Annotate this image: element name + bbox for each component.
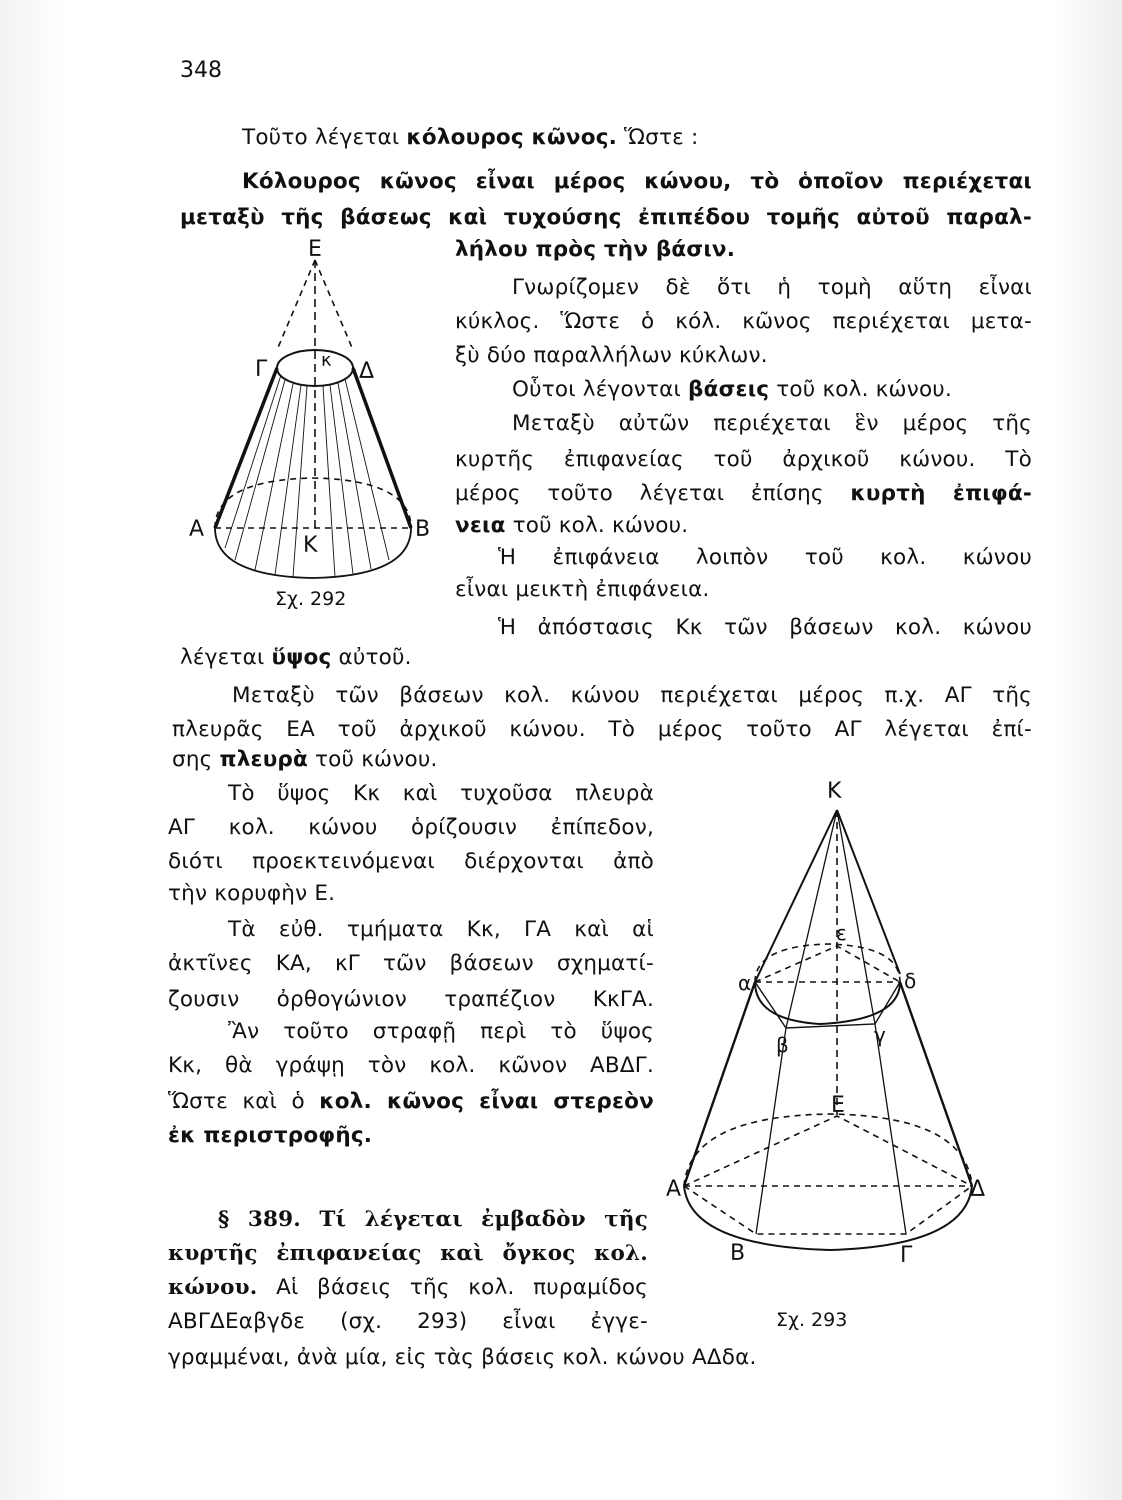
figure-292 <box>175 230 445 620</box>
heading-end: κώνου. <box>168 1275 258 1300</box>
label-delta: δ <box>904 969 917 993</box>
figure-caption: Σχ. 292 <box>275 588 347 610</box>
lower-base-back <box>684 1114 972 1186</box>
text-line <box>172 746 438 774</box>
text-line: ἀκτῖνες ΚΑ, κΓ τῶν βάσεων σχηματί- <box>168 951 654 976</box>
text-line: Τὰ εὐθ. τμήματα Κκ, ΓΑ καὶ αἱ <box>228 917 654 942</box>
text-line: Μεταξὺ τῶν βάσεων κολ. κώνου περιέχεται μέρος π.χ. ΑΓ τῆς <box>232 683 1032 708</box>
text-line: ΑΒΓΔΕαβγδε (σχ. 293) εἶναι ἐγγε- <box>168 1309 648 1334</box>
label-K: Κ <box>303 533 318 558</box>
definition-line: λήλου πρὸς τὴν βάσιν. <box>455 237 736 262</box>
text-line: Ἂν τοῦτο στραφῇ περὶ τὸ ὕψος <box>228 1019 654 1044</box>
apex-line-left <box>277 260 315 350</box>
definition-line: Κόλουρος κῶνος εἶναι μέρος κώνου, τὸ ὁποῖον περιέχεται <box>242 169 1032 194</box>
text-span: σης <box>172 747 220 772</box>
label-B: Β <box>730 1241 746 1266</box>
label-epsilon: ε <box>836 921 847 945</box>
term-bold: κυρτὴ ἐπιφά- <box>850 481 1032 506</box>
text-line <box>512 376 952 404</box>
term-bold: πλευρὰ <box>219 747 308 772</box>
text-span: Τοῦτο λέγεται <box>242 125 407 150</box>
apex-line-right <box>315 260 353 350</box>
text-span: Οὗτοι λέγονται <box>512 377 689 402</box>
definition-line: μεταξὺ τῆς βάσεως καὶ τυχούσης ἐπιπέδου τομῆς αὐτοῦ παραλ- <box>180 205 1032 230</box>
text-line: ξὺ δύο παραλλήλων κύκλων. <box>455 343 768 368</box>
text-line: Ἡ ἀπόστασις Κκ τῶν βάσεων κολ. κώνου <box>498 615 1032 640</box>
label-kappa: κ <box>321 350 332 371</box>
label-A: Α <box>666 1177 682 1202</box>
text-line: ΑΓ κολ. κώνου ὁρίζουσιν ἐπίπεδον, <box>168 815 654 840</box>
text-line: διότι προεκτεινόμεναι διέρχονται ἀπὸ <box>168 849 654 874</box>
text-span: Ὥστε : <box>617 125 699 150</box>
lateral-edge-G <box>875 1024 906 1234</box>
term-bold: νεια <box>455 513 506 538</box>
upper-pyramid-front-edges <box>755 982 900 1028</box>
figure-293 <box>660 770 1000 1340</box>
side-left <box>684 982 755 1186</box>
apex-line-delta <box>837 810 900 974</box>
text-span: λέγεται <box>180 645 272 670</box>
text-span: Ὥστε καὶ ὁ <box>168 1089 320 1114</box>
term-bold: ὕψος <box>271 645 332 670</box>
text-span: τοῦ κολ. κώνου. <box>769 377 952 402</box>
label-E: Ε <box>831 1093 845 1118</box>
text-line <box>168 1088 654 1116</box>
section-heading: § 389. Τί λέγεται ἐμβαδὸν τῆς <box>218 1207 648 1232</box>
text-line: πλευρᾶς ΕΑ τοῦ ἀρχικοῦ κώνου. Τὸ μέρος τοῦτο ΑΓ λέγεται ἐπί- <box>172 717 1032 742</box>
text-line <box>180 644 412 672</box>
text-span: Αἱ βάσεις τῆς κολ. πυραμίδος <box>257 1275 648 1300</box>
text-span: τοῦ κολ. κώνου. <box>505 513 689 538</box>
page-number: 348 <box>180 58 222 83</box>
label-gamma: γ <box>874 1023 886 1047</box>
text-line: εἶναι μεικτὴ ἐπιφάνεια. <box>455 577 710 602</box>
text-line <box>455 512 688 540</box>
lower-pyramid-front-edges <box>684 1186 972 1234</box>
lateral-edge-B <box>756 1028 786 1234</box>
lower-base-back <box>215 478 411 528</box>
text-line: κύκλος. Ὥστε ὁ κόλ. κῶνος περιέχεται μετα- <box>455 309 1032 334</box>
text-line <box>455 480 1032 508</box>
term-bold: κόλουρος κῶνος. <box>406 125 618 150</box>
label-E: Ε <box>308 237 322 262</box>
text-line <box>168 1274 648 1302</box>
label-Delta: Δ <box>359 359 375 384</box>
text-span: τοῦ κώνου. <box>307 747 438 772</box>
text-line: Μεταξὺ αὐτῶν περιέχεται ἓν μέρος τῆς <box>512 411 1032 436</box>
upper-pyramid-back-edges <box>755 946 900 982</box>
term-bold: κολ. κῶνος εἶναι στερεὸν <box>319 1089 654 1114</box>
apex-line-alpha <box>755 810 837 982</box>
text-line: Κκ, θὰ γράψῃ τὸν κολ. κῶνον ΑΒΔΓ. <box>168 1053 654 1078</box>
apex-line-beta <box>786 810 837 1028</box>
label-K: Κ <box>827 779 842 804</box>
text-span: μέρος τοῦτο λέγεται ἐπίσης <box>455 481 851 506</box>
label-D: Δ <box>970 1177 986 1202</box>
label-B: Β <box>415 517 431 542</box>
text-line: Ἡ ἐπιφάνεια λοιπὸν τοῦ κολ. κώνου <box>498 545 1032 570</box>
text-line: κυρτῆς ἐπιφανείας τοῦ ἀρχικοῦ κώνου. Τὸ <box>455 447 1032 472</box>
text-line: ἐκ περιστροφῆς. <box>168 1123 373 1148</box>
text-line: Γνωρίζομεν δὲ ὅτι ἡ τομὴ αὕτη εἶναι <box>512 275 1032 300</box>
label-A: Α <box>189 517 205 542</box>
text-line: Τὸ ὕψος Κκ καὶ τυχοῦσα πλευρὰ <box>228 781 654 806</box>
term-bold: βάσεις <box>688 377 770 402</box>
apex-line-gamma <box>837 810 875 1024</box>
label-Gamma: Γ <box>255 357 268 382</box>
figure-caption: Σχ. 293 <box>776 1309 848 1331</box>
text-line: ζουσιν ὀρθογώνιον τραπέζιον ΚκΓΑ. <box>168 987 654 1012</box>
text-line: γραμμέναι, ἀνὰ μία, εἰς τὰς βάσεις κολ. κώνου ΑΔδα. <box>168 1345 757 1370</box>
label-G: Γ <box>900 1243 913 1268</box>
label-beta: β <box>776 1033 789 1057</box>
text-span: αὐτοῦ. <box>331 645 412 670</box>
label-alpha: α <box>738 971 752 995</box>
lower-pyramid-back-edges <box>684 1116 972 1186</box>
section-heading: κυρτῆς ἐπιφανείας καὶ ὄγκος κολ. <box>168 1241 648 1266</box>
text-line: τὴν κορυφὴν Ε. <box>168 881 336 906</box>
text-line <box>242 124 698 152</box>
